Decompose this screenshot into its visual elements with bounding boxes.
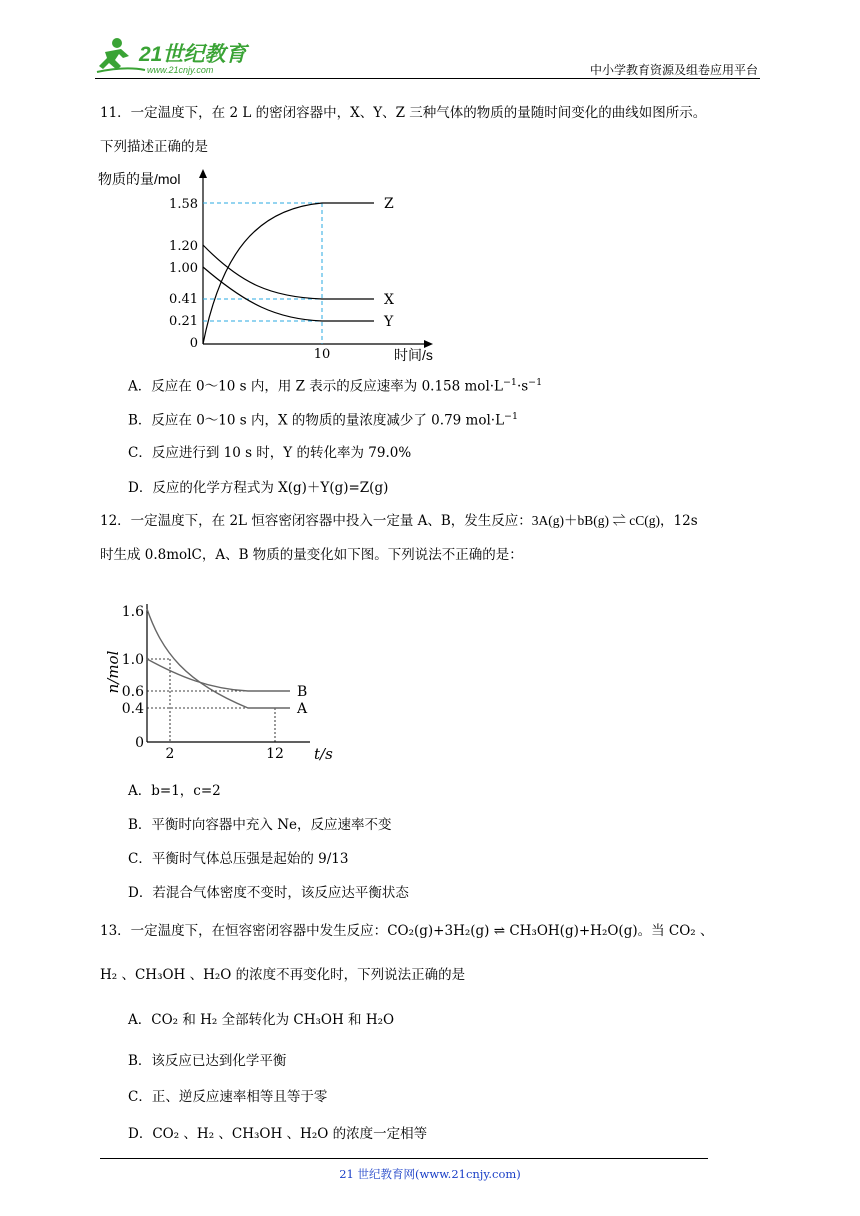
q13-stem-line2: H₂ 、CH₃OH 、H₂O 的浓度不再变化时，下列说法正确的是 <box>100 967 466 983</box>
chart2-ytick-0.6: 0.6 <box>121 684 144 700</box>
q12-option-d: D．若混合气体密度不变时，该反应达平衡状态 <box>128 885 409 901</box>
chart2-curve-a <box>147 609 290 708</box>
chart2-xlabel: t/s <box>314 745 333 763</box>
chart1-label-z: Z <box>384 196 394 212</box>
chart1-ytick-0.41: 0.41 <box>169 292 198 307</box>
chart1-ytick-0: 0 <box>189 336 198 351</box>
chart1-ytick-1.58: 1.58 <box>169 197 198 212</box>
chart1-xlabel: 时间/s <box>394 347 433 363</box>
q12-equation: 3A(g)＋bB(g) ⇌ cC(g) <box>531 513 661 528</box>
chart1-ytick-1.00: 1.00 <box>169 261 198 276</box>
q11-stem-line2: 下列描述正确的是 <box>100 139 208 155</box>
q13-stem-line1: 13．一定温度下，在恒容密闭容器中发生反应：CO₂(g)+3H₂(g) ⇌ CH₃OH(g)+H₂O(g)。当 CO₂ 、 <box>100 923 714 939</box>
chart1-curve-x <box>203 245 374 299</box>
q13-option-c: C．正、逆反应速率相等且等于零 <box>128 1089 328 1105</box>
chart2-guides <box>147 659 275 742</box>
q13-option-a: A．CO₂ 和 H₂ 全部转化为 CH₃OH 和 H₂O <box>128 1012 395 1028</box>
header-divider <box>95 78 760 79</box>
chart2-xtick-12: 12 <box>266 746 284 762</box>
chart1-ylabel: 物质的量/mol <box>98 171 181 187</box>
chart2-label-b: B <box>297 684 308 700</box>
q12-option-b: B．平衡时向容器中充入 Ne，反应速率不变 <box>128 817 392 833</box>
q12-stem-line2: 时生成 0.8molC，A、B 物质的量变化如下图。下列说法不正确的是： <box>100 547 523 563</box>
chart2-figure <box>100 592 340 772</box>
brand-url: www.21cnjy.com <box>147 65 214 75</box>
q11-stem-line1: 11．一定温度下，在 2 L 的密闭容器中，X、Y、Z 三种气体的物质的量随时间变化的曲线如图所示。 <box>100 105 707 121</box>
footer-divider <box>100 1158 708 1159</box>
chart2-xtick-2: 2 <box>165 746 175 762</box>
chart1-label-y: Y <box>384 314 394 330</box>
chart1-y-axis-arrow <box>199 169 207 178</box>
chart1-figure <box>96 164 456 364</box>
chart1-label-x: X <box>384 292 394 308</box>
q11-option-d: D．反应的化学方程式为 X(g)＋Y(g)=Z(g) <box>128 480 389 496</box>
q11-option-b: B．反应在 0～10 s 内，X 的物质的量浓度减少了 0.79 $mol\cdot L^{-1}$ <box>128 411 518 429</box>
chart1-curve-z <box>203 203 374 344</box>
q12-option-a: A．b=1，c=2 <box>128 783 221 799</box>
page-header <box>95 28 760 80</box>
site-logo <box>95 36 260 76</box>
chart1-curve-y <box>203 267 374 321</box>
chart2-curve-b <box>147 659 290 691</box>
footer-link[interactable]: 21 世纪教育网(www.21cnjy.com) <box>339 1167 521 1181</box>
chart1-xtick-10: 10 <box>313 347 331 362</box>
chart2-ytick-0: 0 <box>135 735 144 751</box>
q11-option-a: A．反应在 0～10 s 内，用 Z 表示的反应速率为 0.158 $mol\cdot L^{-1}\cdot s^{-1}$ <box>128 377 543 395</box>
q12-option-c: C．平衡时气体总压强是起始的 9/13 <box>128 851 349 867</box>
chart2-ylabel: n/mol <box>104 650 122 694</box>
chart1-ytick-1.20: 1.20 <box>169 239 198 254</box>
q13-option-b: B．该反应已达到化学平衡 <box>128 1053 287 1069</box>
q13-equation: CO₂(g)+3H₂(g) ⇌ CH₃OH(g)+H₂O(g) <box>387 923 638 939</box>
q12-stem-line1: 12．一定温度下，在 2L 恒容密闭容器中投入一定量 A、B，发生反应：3A(g)＋bB(g) ⇌ cC(g)，12s <box>100 513 698 529</box>
chart2-ytick-1.6: 1.6 <box>121 604 144 620</box>
chart1-ytick-0.21: 0.21 <box>169 314 198 329</box>
chart2-ytick-1.0: 1.0 <box>121 652 144 668</box>
chart2-label-a: A <box>297 701 308 717</box>
chart2-ytick-0.4: 0.4 <box>121 701 144 717</box>
brand-text: 21世纪教育 <box>139 43 247 66</box>
q11-option-c: C．反应进行到 10 s 时，Y 的转化率为 79.0% <box>128 445 412 461</box>
platform-text: 中小学教育资源及组卷应用平台 <box>589 63 758 77</box>
q13-option-d: D．CO₂ 、H₂ 、CH₃OH 、H₂O 的浓度一定相等 <box>128 1126 428 1142</box>
